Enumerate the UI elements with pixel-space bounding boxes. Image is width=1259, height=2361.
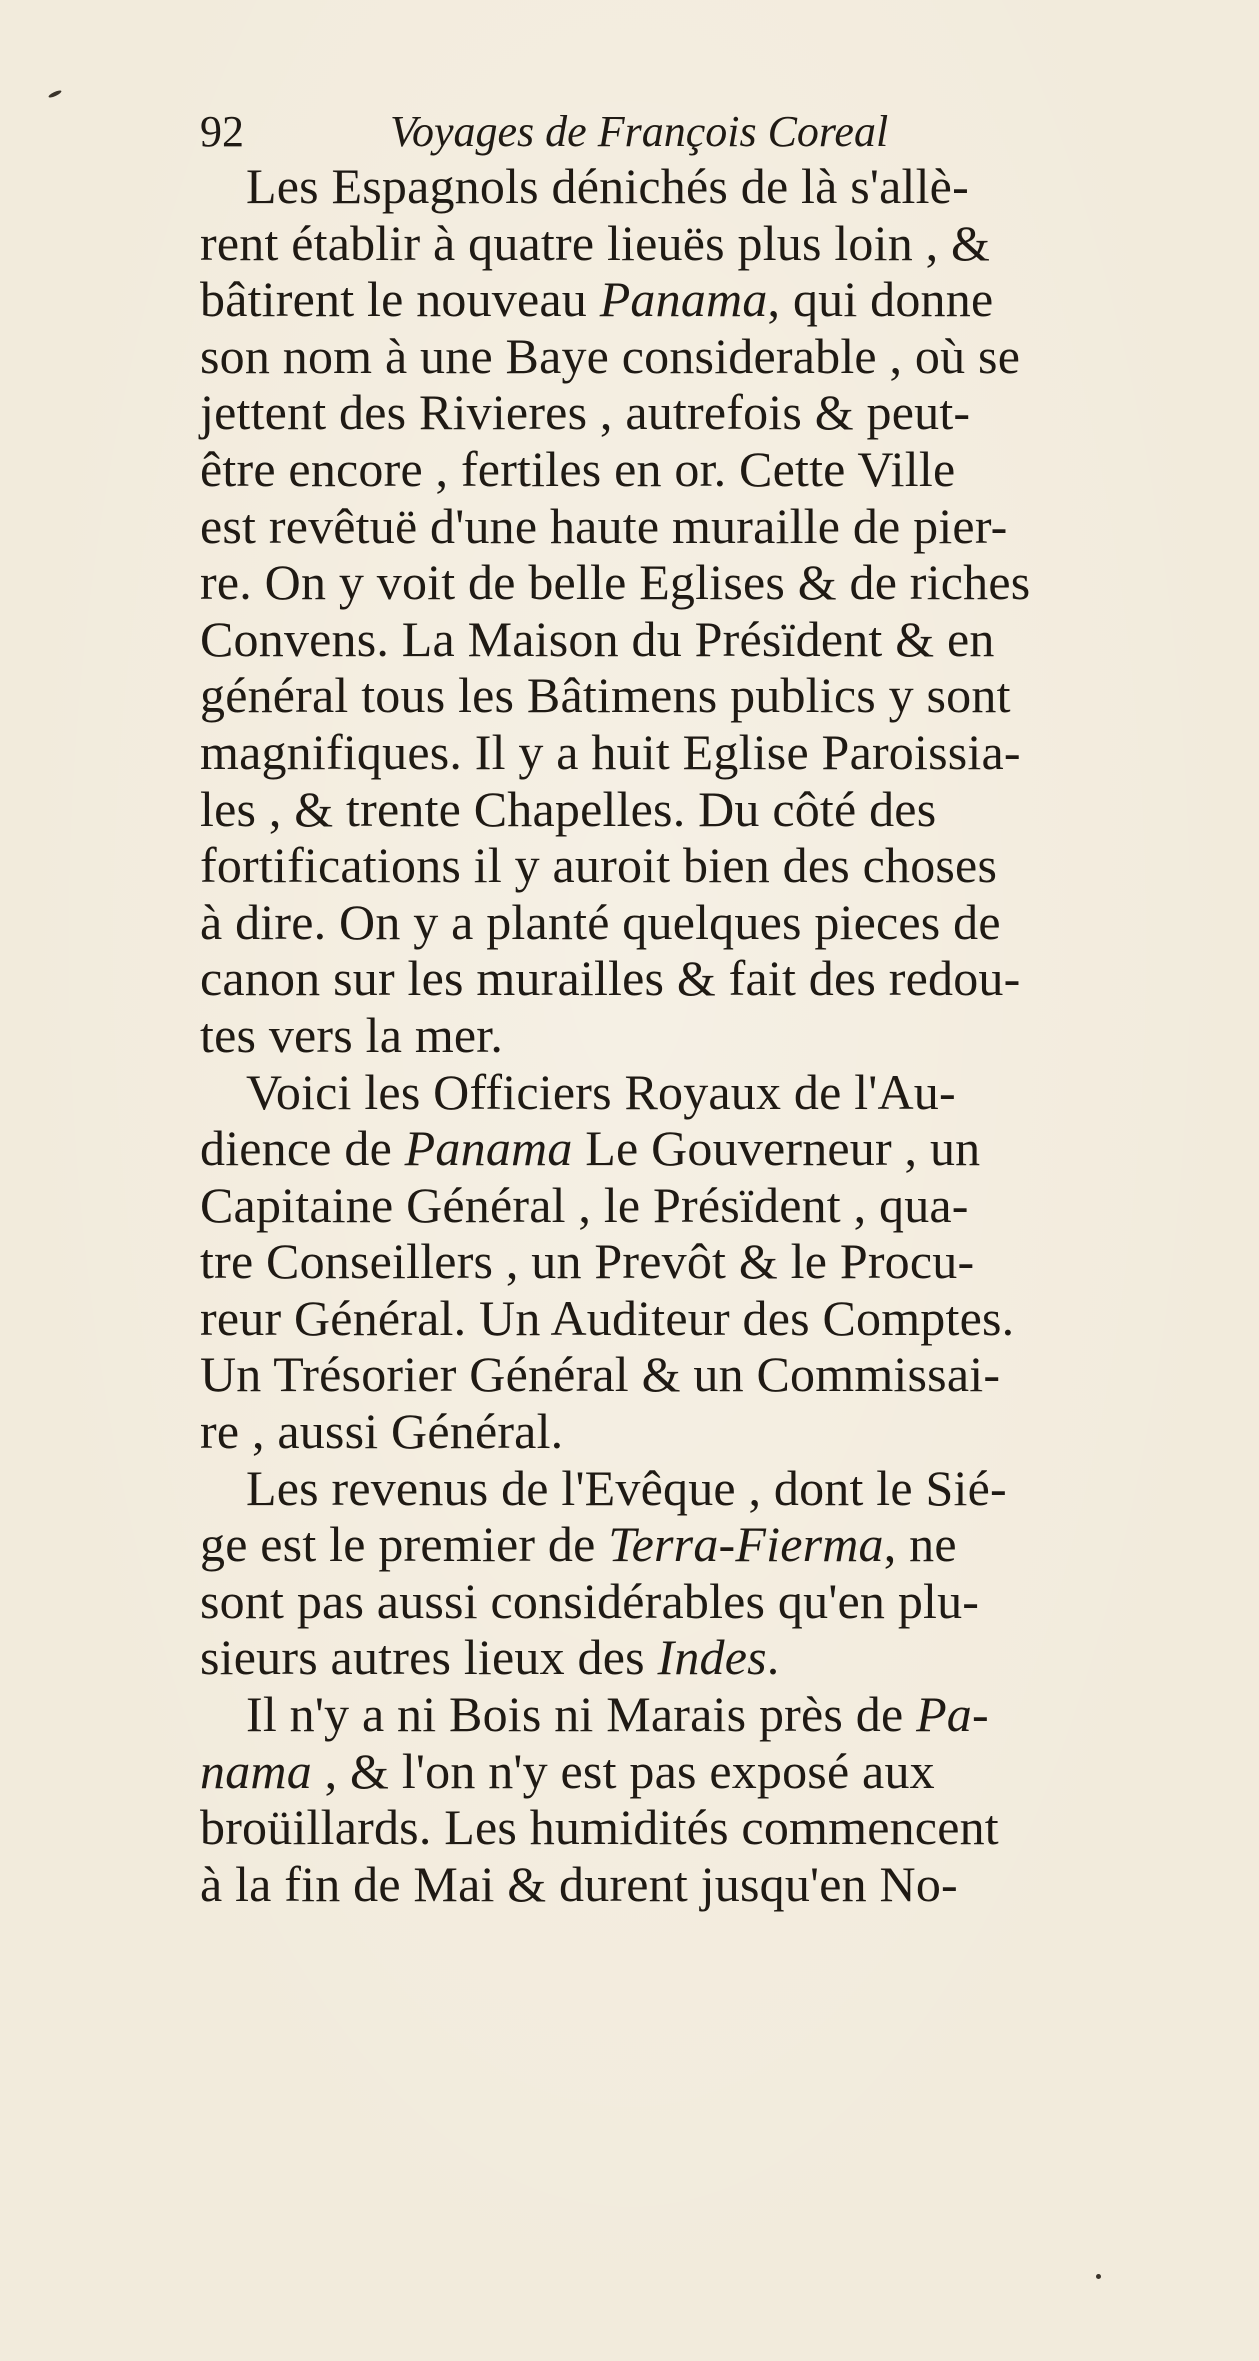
- text-line: rent établir à quatre lieuës plus loin , &: [200, 214, 991, 271]
- text-line: Capitaine Général , le Présïdent , qua-: [200, 1176, 969, 1233]
- text-line: tes vers la mer.: [200, 1006, 504, 1063]
- text-line: être encore , fertiles en or. Cette Ville: [200, 440, 956, 497]
- text-line: jettent des Rivieres , autrefois & peut-: [200, 384, 971, 441]
- text-line: son nom à une Baye considerable , où se: [200, 327, 1021, 384]
- text-line: Il n'y a ni Bois ni Marais près de Pa-: [246, 1686, 989, 1743]
- text-line: général tous les Bâtimens publics y sont: [200, 667, 1011, 724]
- text-line: ge est le premier de Terra-Fierma, ne: [200, 1516, 957, 1573]
- place-name: Panama: [599, 271, 768, 328]
- text-line: Convens. La Maison du Présïdent & en: [200, 610, 995, 667]
- text-line: Un Trésorier Général & un Commissai-: [200, 1346, 1001, 1403]
- place-name: Pa-: [916, 1686, 989, 1743]
- running-title: Voyages de François Coreal: [390, 107, 889, 156]
- text-line: Voici les Officiers Royaux de l'Au-: [246, 1063, 956, 1120]
- page-header: [200, 102, 1100, 162]
- ink-speck: [1096, 2274, 1101, 2279]
- place-name: nama: [200, 1742, 312, 1799]
- text-line: broüillards. Les humidités commencent: [200, 1799, 999, 1856]
- text-line: les , & trente Chapelles. Du côté des: [200, 780, 937, 837]
- body-text: [200, 158, 1200, 1912]
- page-number: 92: [200, 107, 244, 156]
- place-name: Panama: [404, 1120, 573, 1177]
- text-line: sieurs autres lieux des Indes.: [200, 1629, 780, 1686]
- place-name: Indes: [657, 1629, 767, 1686]
- text-line: Les Espagnols dénichés de là s'allè-: [246, 158, 969, 214]
- text-line: dience de Panama Le Gouverneur , un: [200, 1120, 981, 1177]
- text-line: reur Général. Un Auditeur des Comptes.: [200, 1289, 1015, 1346]
- text-line: à dire. On y a planté quelques pieces de: [200, 893, 1001, 950]
- text-line: fortifications il y auroit bien des choses: [200, 837, 998, 894]
- text-line: est revêtuë d'une haute muraille de pier-: [200, 497, 1008, 554]
- text-line: Les revenus de l'Evêque , dont le Sié-: [246, 1459, 1007, 1516]
- place-name: Terra-Fierma: [608, 1516, 884, 1573]
- text-line: re , aussi Général.: [200, 1403, 564, 1460]
- text-line: tre Conseillers , un Prevôt & le Procu-: [200, 1233, 975, 1290]
- text-line: re. On y voit de belle Eglises & de riches: [200, 554, 1031, 611]
- text-line: sont pas aussi considérables qu'en plu-: [200, 1572, 980, 1629]
- text-line: nama , & l'on n'y est pas exposé aux: [200, 1742, 935, 1799]
- ink-speck: [48, 89, 62, 99]
- text-line: bâtirent le nouveau Panama, qui donne: [200, 271, 994, 328]
- text-line: canon sur les murailles & fait des redou-: [200, 950, 1021, 1007]
- text-line: à la fin de Mai & durent jusqu'en No-: [200, 1855, 958, 1912]
- text-line: magnifiques. Il y a huit Eglise Paroissia-: [200, 723, 1021, 780]
